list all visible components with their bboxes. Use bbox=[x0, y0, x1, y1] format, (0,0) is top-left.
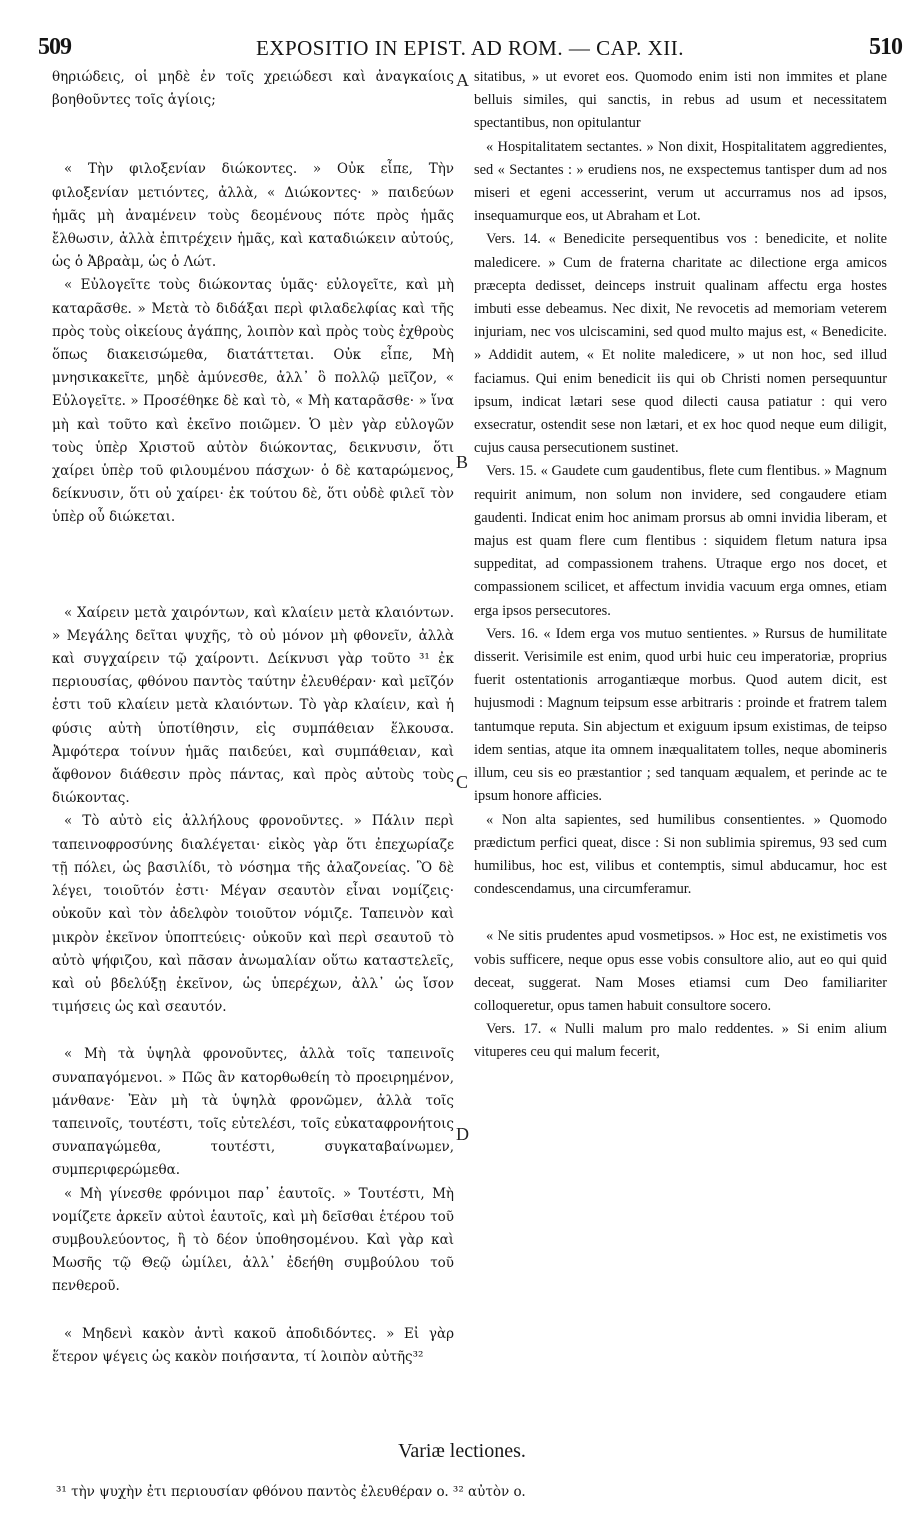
greek-column bbox=[52, 66, 454, 1369]
greek-paragraph: « Μὴ τὰ ὑψηλὰ φρονοῦντες, ἀλλὰ τοῖς ταπεινοῖς συναπαγόμενοι. » Πῶς ἂν κατορθωθείη τὸ προειρημένον, μάνθανε· Ἐὰν μὴ τὰ ὑψηλὰ φρονῶμεν, ἀλλὰ τοῖς ταπεινοῖς, τουτέστι, τοῖς εὐτελέσι, τοῖς εὐκαταφρονήτοις συναπαγώμεθα, τουτέστι, συγκαταβαίνωμεν, συμπεριφερώμεθα. bbox=[52, 1046, 454, 1179]
greek-paragraph: « Μηδενὶ κακὸν ἀντὶ κακοῦ ἀποδιδόντες. » Εἰ γὰρ ἕτερον ψέγεις ὡς κακὸν ποιήσαντα, τί λοιπὸν αὐτῆς³² bbox=[52, 1325, 454, 1365]
margin-marker-d: D bbox=[456, 1124, 469, 1144]
page-number-right: 510 bbox=[869, 34, 902, 60]
greek-paragraph: θηριώδεις, οἱ μηδὲ ἐν τοῖς χρειώδεσι καὶ ἀναγκαίοις βοηθοῦντες τοῖς ἁγίοις; bbox=[52, 69, 454, 109]
page-header bbox=[38, 34, 902, 64]
greek-paragraph: « Χαίρειν μετὰ χαιρόντων, καὶ κλαίειν μετὰ κλαιόντων. » Μεγάλης δεῖται ψυχῆς, τὸ οὐ μόνον μὴ φθονεῖν, ἀλλὰ καὶ συγχαίρειν τῷ χαίροντι. Δείκνυσι γὰρ τοῦτο ³¹ ἐκ περιουσίας, φθόνου παντὸς ταύτην ἐλευθέραν· καὶ μεῖζόν ἐστι τοῦ κλαίειν μετὰ κλαιόντων. Τὸ γὰρ κλαίειν, καὶ ἡ φύσις αὐτὴ ὑποτίθησιν, εἰς συμπάθειαν ἕλκουσα. Ἀμφότερα τοίνυν ἡμᾶς παιδεύει, καὶ συμπάθειαν, καὶ ἄφθονον διάθεσιν πρὸς πάντας, καὶ πρὸς αὐτοὺς τοὺς διώκοντας. bbox=[52, 604, 454, 807]
latin-paragraph: Vers. 16. « Idem erga vos mutuo sentientes. » Rursus de humilitate disserit. Verisimile est enim, quod urbi huic ceu imperatoriæ, proprius fuerit ostentationis arrogantiæque morbus. Quod autem dicit, est hujusmodi : Magnum teipsum esse arbitraris : proinde et fratrem talem tantumque reputa. Sin abjectum et exiguum ipsum existimas, de teipso idem sentias, atque ita omnem inæqualitatem tolles, neque abomineris illum, ceu sis eo præstantior ; sed tanquam æqualem, et perinde ac te ipsum honore afficies. bbox=[474, 625, 887, 805]
latin-paragraph: sitatibus, » ut evoret eos. Quomodo enim isti non immites et plane belluis similes, qui sanctis, in rebus ad usum et necessitatem spectantibus, non opitulantur bbox=[474, 69, 887, 132]
running-title: EXPOSITIO IN EPIST. AD ROM. — CAP. XII. bbox=[255, 36, 685, 60]
latin-paragraph: Vers. 17. « Nulli malum pro malo reddentes. » Si enim alium vituperes ceu qui malum fecerit, bbox=[474, 1021, 887, 1061]
page-number-left: 509 bbox=[38, 34, 71, 60]
greek-paragraph: « Εὐλογεῖτε τοὺς διώκοντας ὑμᾶς· εὐλογεῖτε, καὶ μὴ καταρᾶσθε. » Μετὰ τὸ διδάξαι περὶ φιλαδελφίας καὶ τῆς πρὸς τοὺς οἰκείους ἀγάπης, λοιπὸν καὶ πρὸς τοὺς ἐχθροὺς ὅπως διακεισώμεθα, διατάττεται. Οὐκ εἶπε, Μὴ μνησικακεῖτε, μηδὲ ἀμύνεσθε, ἀλλ᾽ ὃ πολλῷ μεῖζον, « Εὐλογεῖτε. » Προσέθηκε δὲ καὶ τὸ, « Μὴ καταρᾶσθε· » ἵνα μὴ καὶ τοῦτο καὶ ἐκεῖνο ποιῶμεν. Ὁ μὲν γὰρ εὐλογῶν τοὺς ὑπὲρ Χριστοῦ αὐτὸν διώκοντας, δεικνυσιν, ὅτι χαίρει ὑπὲρ τοῦ φιλουμένου πάσχων· ὁ δὲ καταρώμενος, δείκνυσιν, ὅτι οὐ χαίρει· ἐκ τούτου δὲ, ὅτι οὐδὲ φιλεῖ τὸν ὑπὲρ οὗ διώκεται. bbox=[52, 277, 454, 526]
footnote: ³¹ τὴν ψυχὴν ἐτι περιουσίαν φθόνου παντὸς ἐλευθέραν o. ³² αὐτὸν o. bbox=[56, 1484, 526, 1500]
variae-lectiones-heading: Variæ lectiones. bbox=[398, 1440, 526, 1462]
greek-paragraph: « Τὸ αὐτὸ εἰς ἀλλήλους φρονοῦντες. » Πάλιν περὶ ταπεινοφροσύνης διαλέγεται· εἰκὸς γὰρ ὅτι ἐπεχωρίαζε τῇ πόλει, ὡς βασιλίδι, τὸ νόσημα τῆς ἀλαζονείας. Ὃ δὲ λέγει, τοιοῦτόν ἐστι· Μέγαν σεαυτὸν εἶναι νομίζεις· οὐκοῦν καὶ τὸν ἀδελφὸν τοιοῦτον νόμιζε. Ταπεινὸν καὶ μικρὸν ἐκεῖνον ὑποπτεύεις· οὐκοῦν καὶ περὶ σεαυτοῦ τὸ αὐτὸ ψήφιζου, καὶ πᾶσαν ἀνωμαλίαν οὕτω καταστελεῖς, καὶ οὐ βδελύξῃ ἐκεῖνον, ὡς ὑπερέχων, ἀλλ᾽ ὡς ἴσον τιμήσεις ὡς καὶ σεαυτόν. bbox=[52, 813, 454, 1016]
margin-marker-b: B bbox=[456, 452, 469, 472]
latin-paragraph: « Non alta sapientes, sed humilibus consentientes. » Quomodo prædictum perfici queat, disce : Si non sublimia spiremus, 93 sed cum humilibus, hoc est, vilibus et contemptis, simul abducamur, hoc est condescendamus, una circumferamur. bbox=[474, 811, 887, 898]
greek-paragraph: « Τὴν φιλοξενίαν διώκοντες. » Οὐκ εἶπε, Τὴν φιλοξενίαν μετιόντες, ἀλλὰ, « Διώκοντες· » παιδεύων ἡμᾶς μὴ ἀναμένειν τοὺς δεομένους πότε πρὸς ἡμᾶς ἔλθωσιν, ἀλλὰ ἐπιτρέχειν ἡμᾶς, καὶ καταδιώκειν αὐτούς, ὡς ὁ Ἀβραὰμ, ὡς ὁ Λώτ. bbox=[52, 161, 454, 271]
greek-paragraph: « Μὴ γίνεσθε φρόνιμοι παρ᾽ ἑαυτοῖς. » Τουτέστι, Μὴ νομίζετε ἀρκεῖν αὐτοὶ ἑαυτοῖς, καὶ μὴ δεῖσθαι ἑτέρου τοῦ συμβουλεύοντος, ἢ τὸ δέον ὑποθησομένου. Καὶ γὰρ καὶ Μωσῆς τῷ Θεῷ ὡμίλει, ἀλλ᾽ ἐδεήθη συμβούλου τοῦ πενθεροῦ. bbox=[52, 1185, 454, 1295]
latin-column bbox=[474, 66, 887, 1065]
latin-paragraph: « Ne sitis prudentes apud vosmetipsos. » Hoc est, ne existimetis vos vobis sufficere, neque opus esse vobis consultore alio, aut eo qui quid deceat, suggerat. Nam Moses etiamsi cum Deo familiariter colloqueretur, opus tamen habuit consultore socero. bbox=[474, 928, 887, 1014]
margin-marker-c: C bbox=[456, 772, 469, 792]
latin-paragraph: Vers. 14. « Benedicite persequentibus vos : benedicite, et nolite maledicere. » Cum de fraterna charitate ac dilectione erga amicos præcepta dedisset, deinceps instruit qualinam affectu erga hostes imbuti esse debeamus. Nec dixit, Ne revocetis ad memoriam veterem injuriam, nec vos ulciscamini, sed quod multo majus est, « Benedicite. » Addidit autem, « Et nolite maledicere, » ut non hoc, sed illud faciamus. Qui enim benedicit iis qui ob Christi nomen persequuntur ipsum, indicat lætari sese quod dilecti causa patiatur : qui vero exsecratur, ostendit sese non lætari, et ex hoc quod neque eum diligit, cujus causa persecutionem sustinet. bbox=[474, 231, 887, 457]
latin-paragraph: Vers. 15. « Gaudete cum gaudentibus, flete cum flentibus. » Magnum requirit animum, non solum non invidere, sed congaudere etiam gaudenti. Indicat enim hoc animam prorsus ab omni invidia liberam, et majus est quam flere cum flentibus : siquidem fletum natura ipsa suppeditat, ad compassionem trahens. Utraque ergo nos docet, et compassionem scilicet, et affectum invidia vacuum erga omnes, etiam erga ipsos persecutores. bbox=[474, 463, 887, 619]
latin-paragraph: « Hospitalitatem sectantes. » Non dixit, Hospitalitatem aggredientes, sed « Sectantes : » erudiens nos, ne exspectemus tantisper dum ad nos miseri et egeni accesserint, verum ut accurramus nos ad ipsos, insequamurque eos, ut Abraham et Lot. bbox=[474, 138, 887, 225]
margin-marker-a: A bbox=[456, 70, 469, 90]
